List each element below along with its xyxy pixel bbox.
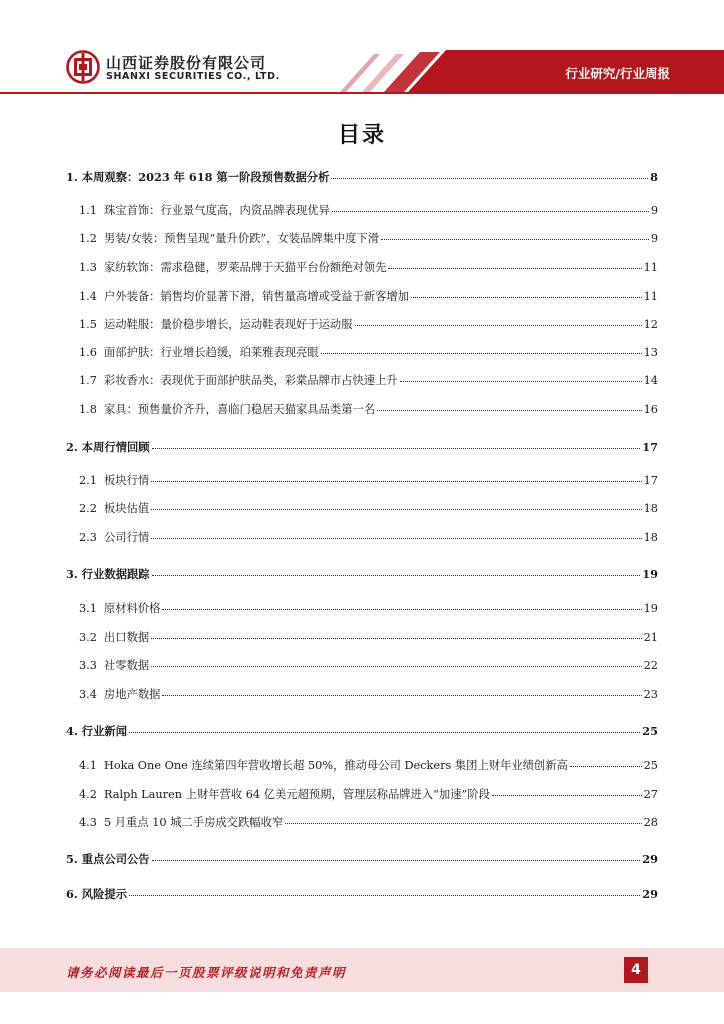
report-type-label: 行业研究/行业周报 bbox=[565, 66, 670, 81]
toc-page-number: 11 bbox=[643, 261, 658, 274]
toc-entry-label bbox=[79, 290, 409, 304]
toc-subsection-entry[interactable] bbox=[79, 204, 658, 218]
toc-entry-label bbox=[79, 374, 398, 388]
toc-entry-number: 1.4 bbox=[79, 290, 97, 303]
toc-subsection-entry[interactable] bbox=[79, 531, 658, 545]
toc-entry-text: 风险提示 bbox=[81, 887, 127, 901]
toc-page-number: 17 bbox=[643, 474, 658, 487]
toc-page-number: 11 bbox=[643, 290, 658, 303]
toc-entry-label bbox=[66, 724, 127, 738]
toc-entry-number: 5. bbox=[66, 852, 78, 866]
toc-title: 目录 bbox=[337, 123, 386, 148]
toc-section-entry[interactable] bbox=[66, 170, 658, 184]
toc-entry-number: 1.1 bbox=[79, 204, 97, 217]
toc-page-number: 16 bbox=[643, 403, 658, 416]
toc-entry-label bbox=[79, 816, 283, 830]
toc-entry-text: 房地产数据 bbox=[103, 688, 161, 701]
toc-subsection-entry[interactable] bbox=[79, 232, 658, 246]
toc-subsection-entry[interactable] bbox=[79, 816, 658, 830]
toc-subsection-entry[interactable] bbox=[79, 759, 658, 773]
toc-entry-label bbox=[79, 631, 149, 645]
toc-entry-text: 珠宝首饰：行业景气度高，内资品牌表现优异 bbox=[103, 204, 330, 217]
toc-entry-label bbox=[66, 852, 150, 866]
toc-entry-number: 4.3 bbox=[79, 816, 97, 829]
toc-leader-dots bbox=[152, 860, 641, 861]
toc-leader-dots bbox=[331, 178, 648, 179]
toc-subsection-entry[interactable] bbox=[79, 403, 658, 417]
toc-subsection-entry[interactable] bbox=[79, 346, 658, 360]
toc-page-number: 27 bbox=[643, 788, 658, 801]
toc-entry-number: 2. bbox=[66, 440, 78, 454]
toc-entry-number: 2.2 bbox=[79, 502, 97, 515]
toc-entry-text: 行业新闻 bbox=[81, 724, 127, 738]
toc-page-number: 18 bbox=[643, 531, 658, 544]
toc-leader-dots bbox=[151, 481, 641, 482]
toc-leader-dots bbox=[151, 538, 641, 539]
toc-section-entry[interactable] bbox=[66, 852, 658, 866]
toc-entry-number: 1.2 bbox=[79, 232, 97, 245]
toc-subsection-entry[interactable] bbox=[79, 788, 658, 802]
toc-leader-dots bbox=[411, 297, 642, 298]
header-divider bbox=[0, 92, 724, 94]
toc-page-number: 12 bbox=[643, 318, 658, 331]
page-footer bbox=[0, 948, 724, 992]
toc-entry-label bbox=[79, 261, 386, 275]
toc-leader-dots bbox=[355, 325, 642, 326]
toc-page-number: 22 bbox=[643, 659, 658, 672]
toc-entry-number: 3. bbox=[66, 567, 78, 581]
toc-subsection-entry[interactable] bbox=[79, 374, 658, 388]
toc-entry-text: 原材料价格 bbox=[103, 602, 161, 615]
toc-leader-dots bbox=[162, 609, 641, 610]
toc-entry-number: 2.3 bbox=[79, 531, 97, 544]
toc-leader-dots bbox=[332, 211, 649, 212]
toc-entry-number: 3.3 bbox=[79, 659, 97, 672]
toc-entry-text: 社零数据 bbox=[103, 659, 150, 672]
toc-page-number: 8 bbox=[650, 170, 658, 184]
toc-entry-label bbox=[79, 602, 160, 616]
toc-section-entry[interactable] bbox=[66, 440, 658, 454]
toc-page-number: 23 bbox=[643, 688, 658, 701]
toc-leader-dots bbox=[377, 410, 642, 411]
toc-page-number: 9 bbox=[650, 232, 658, 245]
toc-entry-text: 家纺软饰：需求稳健，罗莱品牌于天猫平台份额绝对领先 bbox=[103, 261, 387, 274]
toc-entry-label bbox=[79, 531, 149, 545]
toc-entry-number: 1.5 bbox=[79, 318, 97, 331]
toc-entry-number: 4.1 bbox=[79, 759, 97, 772]
toc-entry-number: 1. bbox=[66, 170, 78, 184]
toc-entry-label bbox=[79, 688, 160, 702]
toc-page-number: 19 bbox=[643, 602, 658, 615]
toc-subsection-entry[interactable] bbox=[79, 602, 658, 616]
toc-entry-label bbox=[66, 170, 329, 184]
toc-entry-text: 板块估值 bbox=[103, 502, 150, 515]
toc-entry-label bbox=[66, 440, 150, 454]
toc-entry-label bbox=[79, 346, 319, 360]
toc-page-number: 25 bbox=[643, 759, 658, 772]
toc-subsection-entry[interactable] bbox=[79, 290, 658, 304]
toc-entry-label bbox=[79, 474, 149, 488]
toc-entry-number: 1.8 bbox=[79, 403, 97, 416]
toc-leader-dots bbox=[151, 638, 641, 639]
toc-leader-dots bbox=[151, 509, 641, 510]
toc-entry-text: 户外装备：销售均价显著下滑，销售量高增或受益于新客增加 bbox=[103, 290, 409, 303]
toc-entry-label bbox=[79, 318, 353, 332]
toc-entry-label bbox=[79, 403, 375, 417]
toc-leader-dots bbox=[152, 575, 641, 576]
toc-leader-dots bbox=[321, 353, 642, 354]
toc-entry-label bbox=[66, 567, 150, 581]
toc-subsection-entry[interactable] bbox=[79, 261, 658, 275]
toc-entry-text: 家具：预售量价齐升，喜临门稳居天猫家具品类第一名 bbox=[103, 403, 376, 416]
toc-entry-text: Ralph Lauren 上财年营收 64 亿美元超预期，管理层称品牌进入“加速”阶段 bbox=[103, 788, 490, 801]
toc-leader-dots bbox=[162, 695, 641, 696]
toc-page-number: 29 bbox=[642, 852, 658, 866]
toc-leader-dots bbox=[388, 268, 641, 269]
toc-entry-label bbox=[79, 759, 568, 773]
toc-section-entry[interactable] bbox=[66, 724, 658, 738]
toc-page-number: 29 bbox=[642, 887, 658, 901]
toc-page-number: 25 bbox=[642, 724, 658, 738]
toc-leader-dots bbox=[570, 766, 642, 767]
toc-page-number: 21 bbox=[643, 631, 658, 644]
toc-entry-number: 3.2 bbox=[79, 631, 97, 644]
toc-entry-text: 面部护肤：行业增长趋缓，珀莱雅表现亮眼 bbox=[103, 346, 319, 359]
toc-entry-text: 5 月重点 10 城二手房成交跌幅收窄 bbox=[103, 816, 284, 829]
toc-page-number: 13 bbox=[643, 346, 658, 359]
toc-entry-label bbox=[66, 887, 127, 901]
toc-subsection-entry[interactable] bbox=[79, 474, 658, 488]
toc-leader-dots bbox=[285, 823, 641, 824]
toc-entry-number: 6. bbox=[66, 887, 78, 901]
page-number: 4 bbox=[624, 957, 648, 983]
company-name-cn: 山西证券股份有限公司 bbox=[106, 54, 267, 72]
toc-page-number: 17 bbox=[642, 440, 658, 454]
toc-entry-number: 3.1 bbox=[79, 602, 97, 615]
toc-section-entry[interactable] bbox=[66, 567, 658, 581]
toc-subsection-entry[interactable] bbox=[79, 502, 658, 516]
toc-page-number: 9 bbox=[650, 204, 658, 217]
toc-page-number: 18 bbox=[643, 502, 658, 515]
toc-entry-label bbox=[79, 788, 490, 802]
toc-leader-dots bbox=[381, 239, 649, 240]
toc-page-number: 19 bbox=[642, 567, 658, 581]
page-header bbox=[0, 0, 724, 100]
toc-leader-dots bbox=[400, 381, 642, 382]
disclaimer-text: 请务必阅读最后一页股票评级说明和免责声明 bbox=[66, 965, 347, 980]
toc-entry-number: 4. bbox=[66, 724, 78, 738]
toc-leader-dots bbox=[129, 732, 640, 733]
toc-subsection-entry[interactable] bbox=[79, 688, 658, 702]
toc-entry-text: 运动鞋服：量价稳步增长，运动鞋表现好于运动服 bbox=[103, 318, 353, 331]
toc-entry-number: 4.2 bbox=[79, 788, 97, 801]
toc-entry-text: 彩妆香水：表现优于面部护肤品类，彩棠品牌市占快速上升 bbox=[103, 374, 398, 387]
toc-subsection-entry[interactable] bbox=[79, 318, 658, 332]
toc-entry-text: 出口数据 bbox=[103, 631, 150, 644]
toc-page-number: 14 bbox=[643, 374, 658, 387]
toc-entry-text: 行业数据跟踪 bbox=[81, 567, 150, 581]
toc-entry-label bbox=[79, 232, 379, 246]
toc-entry-text: 公司行情 bbox=[103, 531, 150, 544]
toc-leader-dots bbox=[151, 666, 641, 667]
toc-entry-number: 1.3 bbox=[79, 261, 97, 274]
toc-entry-label bbox=[79, 659, 149, 673]
company-name-en: SHANXI SECURITIES CO., LTD. bbox=[106, 71, 280, 82]
toc-subsection-entry[interactable] bbox=[79, 631, 658, 645]
toc-entry-text: 板块行情 bbox=[103, 474, 150, 487]
toc-entry-text: Hoka One One 连续第四年营收增长超 50%，推动母公司 Deckers 集团上财年业绩创新高 bbox=[103, 759, 568, 772]
toc-entry-text: 男装/女装：预售呈现“量升价跌”，女装品牌集中度下滑 bbox=[103, 232, 380, 245]
toc-leader-dots bbox=[129, 895, 640, 896]
toc-entry-number: 2.1 bbox=[79, 474, 97, 487]
toc-entry-label bbox=[79, 204, 330, 218]
toc-entry-number: 1.6 bbox=[79, 346, 97, 359]
toc-entry-label bbox=[79, 502, 149, 516]
toc-entry-text: 本周观察：2023 年 618 第一阶段预售数据分析 bbox=[81, 170, 330, 184]
toc-entry-number: 3.4 bbox=[79, 688, 97, 701]
toc-entry-text: 重点公司公告 bbox=[81, 852, 150, 866]
toc-section-entry[interactable] bbox=[66, 887, 658, 901]
toc-entry-text: 本周行情回顾 bbox=[81, 440, 150, 454]
toc-leader-dots bbox=[492, 795, 642, 796]
toc-entry-number: 1.7 bbox=[79, 374, 97, 387]
toc-leader-dots bbox=[152, 448, 641, 449]
toc-page-number: 28 bbox=[643, 816, 658, 829]
toc-subsection-entry[interactable] bbox=[79, 659, 658, 673]
